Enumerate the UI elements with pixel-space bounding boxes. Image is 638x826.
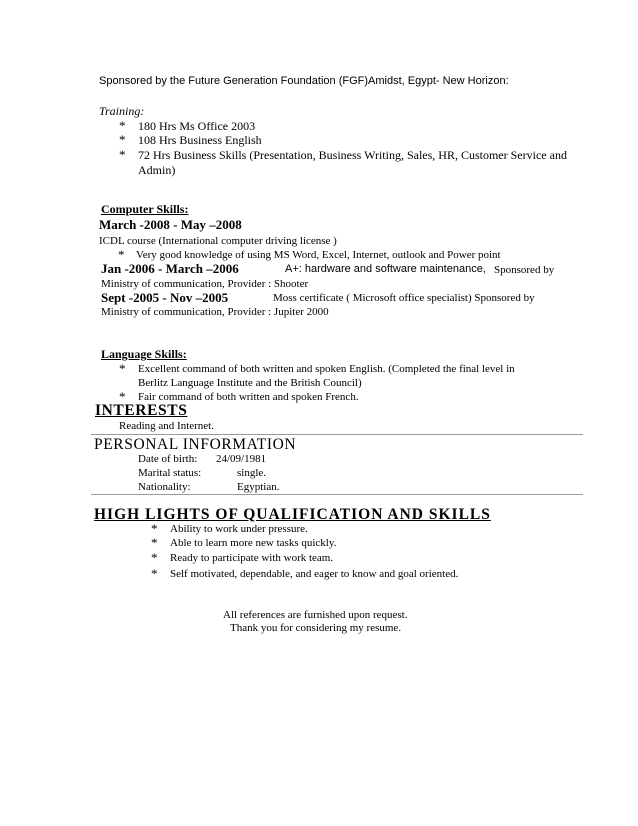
section-divider bbox=[91, 434, 583, 435]
closing-line-2: Thank you for considering my resume. bbox=[230, 622, 402, 634]
nationality-label: Nationality: bbox=[138, 481, 191, 493]
section-divider bbox=[91, 494, 583, 495]
training-item-1: 180 Hrs Ms Office 2003 bbox=[138, 119, 256, 133]
bullet-icon: * bbox=[151, 550, 158, 565]
training-item-2: 108 Hrs Business English bbox=[138, 133, 262, 147]
computer-entry1-course: ICDL course (International computer driving license ) bbox=[99, 235, 337, 247]
closing-line-1: All references are furnished upon request. bbox=[223, 609, 408, 621]
personal-info-heading: PERSONAL INFORMATION bbox=[94, 436, 297, 453]
computer-entry1-dates: March -2008 - May –2008 bbox=[99, 217, 242, 232]
computer-entry2-dates: Jan -2006 - March –2006 bbox=[101, 261, 239, 276]
computer-entry3-desc: Moss certificate ( Microsoft office specialist) Sponsored by bbox=[273, 292, 535, 304]
sponsor-line: Sponsored by the Future Generation Foundation (FGF)Amidst, Egypt- New Horizon: bbox=[99, 75, 509, 87]
marital-value: single. bbox=[237, 467, 267, 479]
highlight-item-2: Able to learn more new tasks quickly. bbox=[170, 537, 337, 549]
computer-entry2-sponsor: Sponsored by bbox=[494, 264, 555, 276]
bullet-icon: * bbox=[119, 132, 126, 147]
training-item-3: 72 Hrs Business Skills (Presentation, Business Writing, Sales, HR, Customer Service and bbox=[138, 148, 567, 162]
bullet-icon: * bbox=[119, 389, 126, 404]
bullet-icon: * bbox=[119, 361, 126, 376]
marital-label: Marital status: bbox=[138, 467, 202, 479]
computer-entry3-dates: Sept -2005 - Nov –2005 bbox=[101, 290, 229, 305]
language-item-1: Excellent command of both written and spoken English. (Completed the final level in bbox=[138, 363, 515, 375]
bullet-icon: * bbox=[151, 535, 158, 550]
language-item-1-cont: Berlitz Language Institute and the British Council) bbox=[138, 377, 362, 389]
language-item-2: Fair command of both written and spoken French. bbox=[138, 391, 359, 403]
computer-entry2-ministry: Ministry of communication, Provider : Shooter bbox=[101, 278, 309, 290]
computer-entry3-ministry: Ministry of communication, Provider : Jupiter 2000 bbox=[101, 306, 329, 318]
nationality-value: Egyptian. bbox=[237, 481, 280, 493]
highlights-heading: HIGH LIGHTS OF QUALIFICATION AND SKILLS bbox=[94, 506, 491, 523]
highlight-item-1: Ability to work under pressure. bbox=[170, 523, 308, 535]
training-item-3-cont: Admin) bbox=[138, 163, 176, 177]
highlight-item-3: Ready to participate with work team. bbox=[170, 552, 334, 564]
bullet-icon: * bbox=[151, 566, 158, 581]
bullet-icon: * bbox=[118, 247, 125, 262]
dob-label: Date of birth: bbox=[138, 453, 198, 465]
interests-heading: INTERESTS bbox=[95, 402, 188, 419]
training-heading: Training: bbox=[99, 104, 145, 118]
computer-entry1-bullet: Very good knowledge of using MS Word, Excel, Internet, outlook and Power point bbox=[136, 249, 501, 261]
bullet-icon: * bbox=[151, 521, 158, 536]
computer-entry2-desc: A+: hardware and software maintenance, bbox=[285, 263, 486, 275]
language-skills-heading: Language Skills: bbox=[101, 347, 187, 361]
computer-skills-heading: Computer Skills: bbox=[101, 202, 189, 216]
bullet-icon: * bbox=[119, 147, 126, 162]
dob-value: 24/09/1981 bbox=[216, 453, 267, 465]
interests-text: Reading and Internet. bbox=[119, 420, 214, 432]
highlight-item-4: Self motivated, dependable, and eager to know and goal oriented. bbox=[170, 568, 459, 580]
bullet-icon: * bbox=[119, 118, 126, 133]
